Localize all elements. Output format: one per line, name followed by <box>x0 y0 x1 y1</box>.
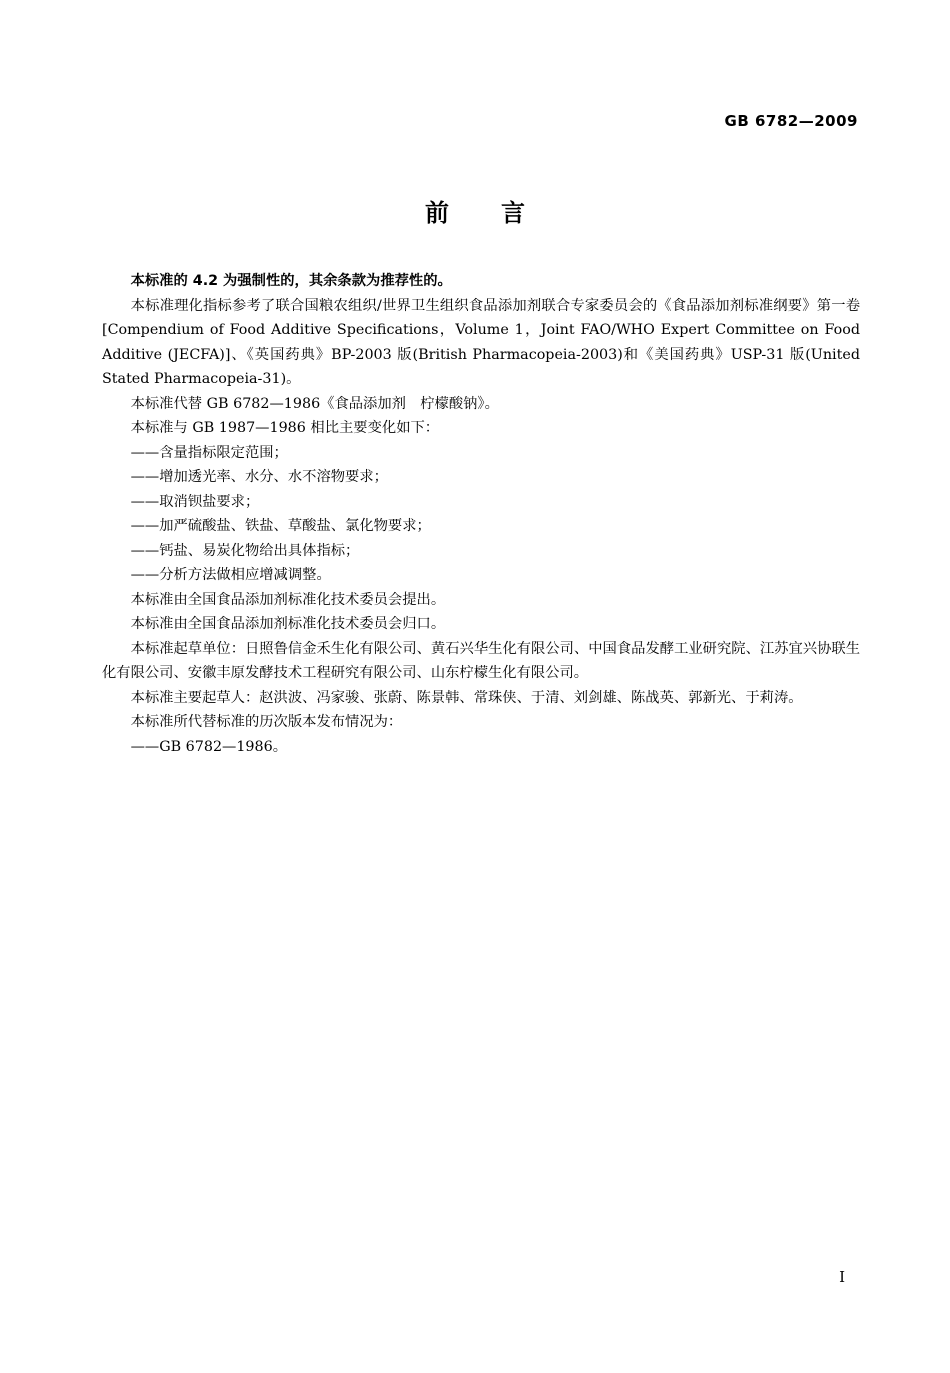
standard-number: GB 6782—2009 <box>724 112 858 130</box>
paragraph-mandatory-clause: 本标准的 4.2 为强制性的，其余条款为推荐性的。 <box>130 273 452 289</box>
list-item-change: ——加严硫酸盐、铁盐、草酸盐、氯化物要求； <box>130 518 431 534</box>
paragraph-drafters: 本标准主要起草人：赵洪波、冯家骏、张蔚、陈景韩、常珠侠、于清、刘剑雄、陈战英、郭新光、于莉涛。 <box>130 689 803 706</box>
list-item-change: ——增加透光率、水分、水不溶物要求； <box>130 469 388 485</box>
foreword-body <box>102 269 860 759</box>
list-item-change: ——含量指标限定范围； <box>130 444 288 461</box>
paragraph-centralized-by: 本标准由全国食品添加剂标准化技术委员会归口。 <box>130 616 446 632</box>
paragraph-drafting-units: 本标准起草单位：日照鲁信金禾生化有限公司、黄石兴华生化有限公司、中国食品发酵工业研究院、江苏宜兴协联生化有限公司、安徽丰原发酵技术工程研究有限公司、山东柠檬生化有限公司。 <box>102 640 860 681</box>
list-item-history: ——GB 6782—1986。 <box>130 738 288 755</box>
page-number: I <box>839 1268 845 1286</box>
page-title: 前言 <box>425 199 577 227</box>
paragraph-references: 本标准理化指标参考了联合国粮农组织/世界卫生组织食品添加剂联合专家委员会的《食品添加剂标准纲要》第一卷[Compendium of Food Additive Specifications，Volume 1，Joint FAO/WHO Expert Committee on Food Additive (JECFA)]、《英国药典》BP-2003 版(British Pharmacopeia-2003)和《美国药典》USP-31 版(United Stated Pharmacopeia-31)。 <box>102 297 860 387</box>
list-item-change: ——取消钡盐要求； <box>130 493 260 510</box>
paragraph-replaces: 本标准代替 GB 6782—1986《食品添加剂 柠檬酸钠》。 <box>130 395 499 412</box>
paragraph-changes-intro: 本标准与 GB 1987—1986 相比主要变化如下： <box>130 420 440 436</box>
list-item-change: ——分析方法做相应增减调整。 <box>130 567 331 583</box>
list-item-change: ——钙盐、易炭化物给出具体指标； <box>130 542 360 559</box>
paragraph-history-intro: 本标准所代替标准的历次版本发布情况为： <box>130 714 403 730</box>
paragraph-proposed-by: 本标准由全国食品添加剂标准化技术委员会提出。 <box>130 591 446 608</box>
